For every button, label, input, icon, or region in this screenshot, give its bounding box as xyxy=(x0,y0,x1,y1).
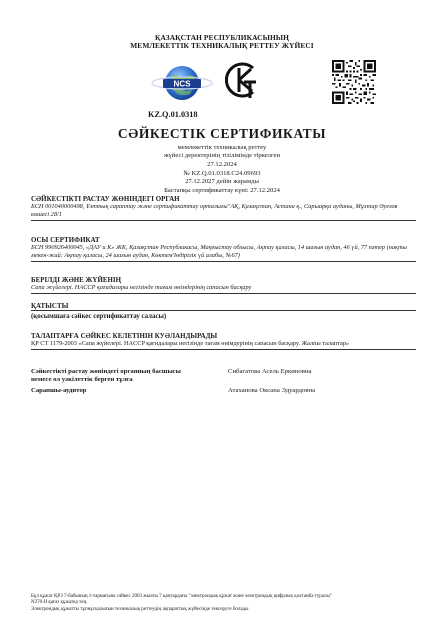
section-scope xyxy=(31,303,416,320)
certificate-number: № KZ.Q.01.0318.С24.09693 xyxy=(183,170,261,177)
header-country: ҚАЗАҚСТАН РЕСПУБЛИКАСЫНЫҢ xyxy=(154,33,290,42)
document-title: СӘЙКЕСТІК СЕРТИФИКАТЫ xyxy=(117,126,327,141)
section-text: Сапа жүйелері. HACCP қағидалары негізінде тағам өнімдерінің сапасын басқару xyxy=(31,284,416,294)
header-system: МЕМЛЕКЕТТІК ТЕХНИКАЛЫҚ РЕТТЕУ ЖҮЙЕСІ xyxy=(130,41,314,50)
section-certification-body xyxy=(31,196,416,221)
section-system xyxy=(31,277,416,294)
section-title: ҚАТЫСТЫ xyxy=(31,303,416,311)
footer-note xyxy=(31,594,421,613)
section-certificate-holder xyxy=(31,237,416,262)
registration-date: 27.12.2024 xyxy=(207,161,237,168)
accreditation-number: KZ.Q.01.0318 xyxy=(148,110,198,119)
section-text: БСН 990926400045, «ДАУ и К» ЖК, Қазақстан Республикасы, Маңғыстау облысы, Ақтау қаласы, 14 шағын аудан, 46 үй, 77 пәтер (нақты мекен-жай: Ақтау қаласы, 24 шағын аудан, Көктем'Індірілік үй алабы, №67) xyxy=(31,244,416,262)
qr-code xyxy=(332,60,376,104)
initial-certification-date: Бастапқы сертификаттау күні: 27.12.2024 xyxy=(164,187,280,194)
section-text: ҚР СТ 1179-2003 «Сапа жүйелері. HACCP қағидалары негізінде тағам өнімдерінің сапасын басқару. Жалпы талаптар» xyxy=(31,340,416,350)
head-signatory-name: Сибагатова Асель Еркиновна xyxy=(228,368,312,375)
footer-line1: Бұл құжат ҚРЗ 7-бабының 1-тармағына сәйкес 2003 жылғы 7 қаңтардағы "электрондық құжат және электрондық цифрлық қолтаңба туралы" xyxy=(31,594,332,599)
section-subtitle: (қосымшаға сәйкес сертификаттау саласы) xyxy=(31,313,167,320)
registration-line1: мемлекеттік техникалық реттеу xyxy=(177,144,267,151)
head-signatory-label: Сәйкестікті растау жөніндегі органның басшысы немесе ол уәкілеттік берген тұлға xyxy=(31,368,181,383)
section-title: БЕРІЛДІ ЖӘНЕ ЖҮЙЕНІҢ xyxy=(31,277,122,284)
ncs-globe-logo xyxy=(150,63,214,103)
footer-line2: N370-II қағаз құжатқа тең. xyxy=(31,600,88,606)
section-title: ТАЛАПТАРҒА СӘЙКЕС КЕЛЕТІНІН КУӘЛАНДЫРАДЫ xyxy=(31,333,218,340)
kz-conformity-mark xyxy=(225,60,261,100)
valid-until: 27.12.2027 дейін жарамды xyxy=(185,178,259,185)
footer-line3: Электрондық құжатты тұпнұсқалығын техникалық реттеудің ақпараттық жүйесінде тексеруге болады xyxy=(31,606,249,612)
ncs-text: NCS xyxy=(173,79,191,89)
section-title: СӘЙКЕСТІКТІ РАСТАУ ЖӨНІНДЕГІ ОРГАН xyxy=(31,196,180,203)
section-requirements xyxy=(31,333,416,350)
auditor-label: Сарапшы-аудитор xyxy=(31,387,87,394)
section-title: ОСЫ СЕРТИФИКАТ xyxy=(31,237,100,244)
section-text: БСН 001040000498, Ұлттық сараптау және сертификаттау орталығы"АҚ, Қазақстан, Астана қ., Сарыарқа ауданы, Мұхтар Әуезов көшесі 28/1 xyxy=(31,203,416,221)
registration-line2: жүйесі деректерінің тізілімінде тіркелген xyxy=(163,152,281,159)
auditor-name: Атаханова Оксана Эдуардовна xyxy=(228,387,316,394)
